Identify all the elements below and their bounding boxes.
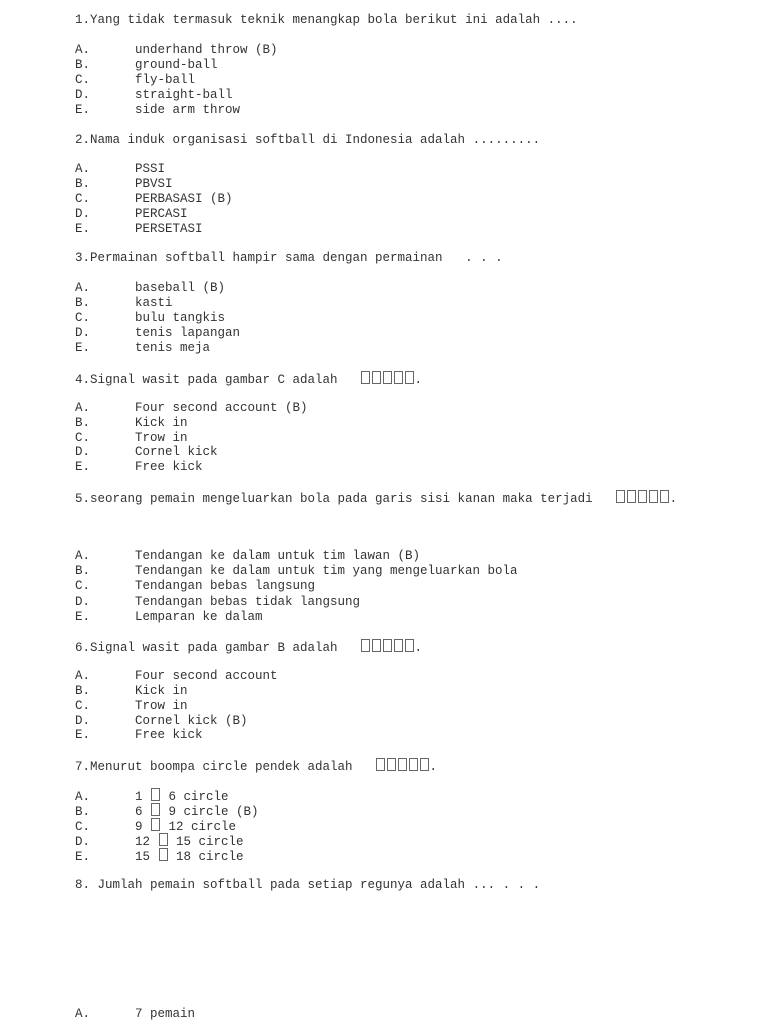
- missing-glyph-boxes: [360, 641, 415, 655]
- option-3a: [75, 281, 225, 296]
- option-5b: [75, 564, 518, 579]
- option-6a: [75, 669, 278, 684]
- option-8a: [75, 1007, 195, 1022]
- option-letter: D.: [75, 326, 91, 340]
- option-letter: E.: [75, 610, 91, 624]
- option-range-start: 15: [135, 850, 151, 864]
- option-letter: E.: [75, 728, 91, 742]
- option-3c: [75, 311, 225, 326]
- question-text: 5.seorang pemain mengeluarkan bola pada garis sisi kanan maka terjadi: [75, 492, 593, 506]
- option-letter: C.: [75, 820, 91, 834]
- option-5a: [75, 549, 420, 564]
- missing-glyph-boxes: [615, 492, 670, 506]
- option-letter: E.: [75, 222, 91, 236]
- option-text: kasti: [135, 296, 173, 310]
- option-letter: E.: [75, 341, 91, 355]
- option-2e: [75, 222, 203, 237]
- option-letter: C.: [75, 192, 91, 206]
- option-text: fly-ball: [135, 73, 196, 87]
- option-text: Trow in: [135, 431, 188, 445]
- option-text: ground-ball: [135, 58, 218, 72]
- option-letter: C.: [75, 311, 91, 325]
- option-letter: B.: [75, 58, 91, 72]
- option-3b: [75, 296, 173, 311]
- option-text: Free kick: [135, 728, 203, 742]
- option-range-end: 6 circle: [168, 790, 229, 804]
- option-text: underhand throw (B): [135, 43, 278, 57]
- option-text: bulu tangkis: [135, 311, 226, 325]
- option-letter: E.: [75, 460, 91, 474]
- question-text: 4.Signal wasit pada gambar C adalah: [75, 373, 338, 387]
- option-letter: A.: [75, 669, 91, 683]
- option-text: Four second account (B): [135, 401, 308, 415]
- option-text: Free kick: [135, 460, 203, 474]
- question-2: 2.Nama induk organisasi softball di Indonesia adalah .........: [75, 133, 541, 147]
- option-text: 7 pemain: [135, 1007, 196, 1021]
- option-letter: C.: [75, 73, 91, 87]
- missing-glyph-box: [151, 788, 160, 801]
- option-text: Kick in: [135, 684, 188, 698]
- option-6d: [75, 714, 248, 729]
- option-5d: [75, 595, 360, 610]
- option-text: Four second account: [135, 669, 278, 683]
- option-text: Tendangan ke dalam untuk tim yang mengeluarkan bola: [135, 564, 518, 578]
- option-6c: [75, 699, 188, 714]
- option-text: Cornel kick: [135, 445, 218, 459]
- option-range-start: 1: [135, 790, 143, 804]
- option-letter: D.: [75, 207, 91, 221]
- option-1c: [75, 73, 195, 88]
- missing-glyph-box: [159, 848, 168, 861]
- option-letter: C.: [75, 431, 91, 445]
- option-6b: [75, 684, 188, 699]
- option-1b: [75, 58, 218, 73]
- option-1d: [75, 88, 233, 103]
- option-4a: [75, 401, 308, 416]
- option-letter: D.: [75, 714, 91, 728]
- option-letter: D.: [75, 445, 91, 459]
- option-letter: D.: [75, 88, 91, 102]
- option-text: PSSI: [135, 162, 166, 176]
- option-range-start: 12: [135, 835, 151, 849]
- option-text: Lemparan ke dalam: [135, 610, 263, 624]
- option-range-end: 15 circle: [176, 835, 244, 849]
- option-letter: A.: [75, 1007, 91, 1021]
- option-text: PERSETASI: [135, 222, 203, 236]
- option-2a: [75, 162, 165, 177]
- option-letter: E.: [75, 850, 91, 864]
- option-2d: [75, 207, 188, 222]
- question-text: 7.Menurut boompa circle pendek adalah: [75, 760, 353, 774]
- option-range-end: 18 circle: [176, 850, 244, 864]
- option-text: baseball (B): [135, 281, 226, 295]
- option-text: Tendangan bebas langsung: [135, 579, 316, 593]
- missing-glyph-box: [151, 818, 160, 831]
- missing-glyph-boxes: [360, 373, 415, 387]
- question-trailing: .: [414, 373, 423, 387]
- option-letter: B.: [75, 177, 91, 191]
- option-letter: B.: [75, 805, 91, 819]
- option-3d: [75, 326, 240, 341]
- question-7: [75, 758, 437, 775]
- option-text: tenis meja: [135, 341, 211, 355]
- option-2b: [75, 177, 173, 192]
- option-text: Cornel kick (B): [135, 714, 248, 728]
- option-text: Kick in: [135, 416, 188, 430]
- question-8: 8. Jumlah pemain softball pada setiap regunya adalah ... . . .: [75, 878, 541, 892]
- option-text: PERBASASI (B): [135, 192, 233, 206]
- option-letter: A.: [75, 281, 91, 295]
- option-letter: A.: [75, 43, 91, 57]
- option-6e: [75, 728, 203, 743]
- option-3e: [75, 341, 210, 356]
- option-4e: [75, 460, 203, 475]
- option-4c: [75, 431, 188, 446]
- option-letter: A.: [75, 401, 91, 415]
- option-letter: A.: [75, 549, 91, 563]
- option-text: Trow in: [135, 699, 188, 713]
- option-range-start: 6: [135, 805, 143, 819]
- question-text: 6.Signal wasit pada gambar B adalah: [75, 641, 338, 655]
- missing-glyph-box: [159, 833, 168, 846]
- option-text: side arm throw: [135, 103, 241, 117]
- question-1: 1.Yang tidak termasuk teknik menangkap bola berikut ini adalah ....: [75, 13, 578, 27]
- option-letter: B.: [75, 416, 91, 430]
- option-2c: [75, 192, 233, 207]
- option-range-start: 9: [135, 820, 143, 834]
- option-letter: C.: [75, 699, 91, 713]
- question-trailing: .: [414, 641, 423, 655]
- option-text: Tendangan ke dalam untuk tim lawan (B): [135, 549, 421, 563]
- option-text: tenis lapangan: [135, 326, 241, 340]
- question-trailing: .: [429, 760, 438, 774]
- option-letter: C.: [75, 579, 91, 593]
- option-4d: [75, 445, 218, 460]
- option-letter: D.: [75, 595, 91, 609]
- option-5c: [75, 579, 315, 594]
- missing-glyph-box: [151, 803, 160, 816]
- option-7e: [75, 848, 244, 865]
- option-letter: A.: [75, 162, 91, 176]
- option-1e: [75, 103, 240, 118]
- option-letter: B.: [75, 684, 91, 698]
- missing-glyph-boxes: [375, 760, 430, 774]
- option-4b: [75, 416, 188, 431]
- option-letter: E.: [75, 103, 91, 117]
- question-trailing: .: [669, 492, 678, 506]
- question-5: [75, 490, 677, 507]
- option-text: Tendangan bebas tidak langsung: [135, 595, 361, 609]
- option-range-end: 12 circle: [168, 820, 237, 834]
- option-1a: [75, 43, 278, 58]
- option-text: straight-ball: [135, 88, 233, 102]
- question-6: [75, 639, 422, 656]
- option-5e: [75, 610, 263, 625]
- option-letter: B.: [75, 564, 91, 578]
- option-letter: A.: [75, 790, 91, 804]
- option-text: PBVSI: [135, 177, 173, 191]
- option-letter: D.: [75, 835, 91, 849]
- option-text: PERCASI: [135, 207, 188, 221]
- option-range-end: 9 circle (B): [168, 805, 259, 819]
- question-4: [75, 371, 422, 388]
- question-3: 3.Permainan softball hampir sama dengan permainan . . .: [75, 251, 503, 265]
- option-letter: B.: [75, 296, 91, 310]
